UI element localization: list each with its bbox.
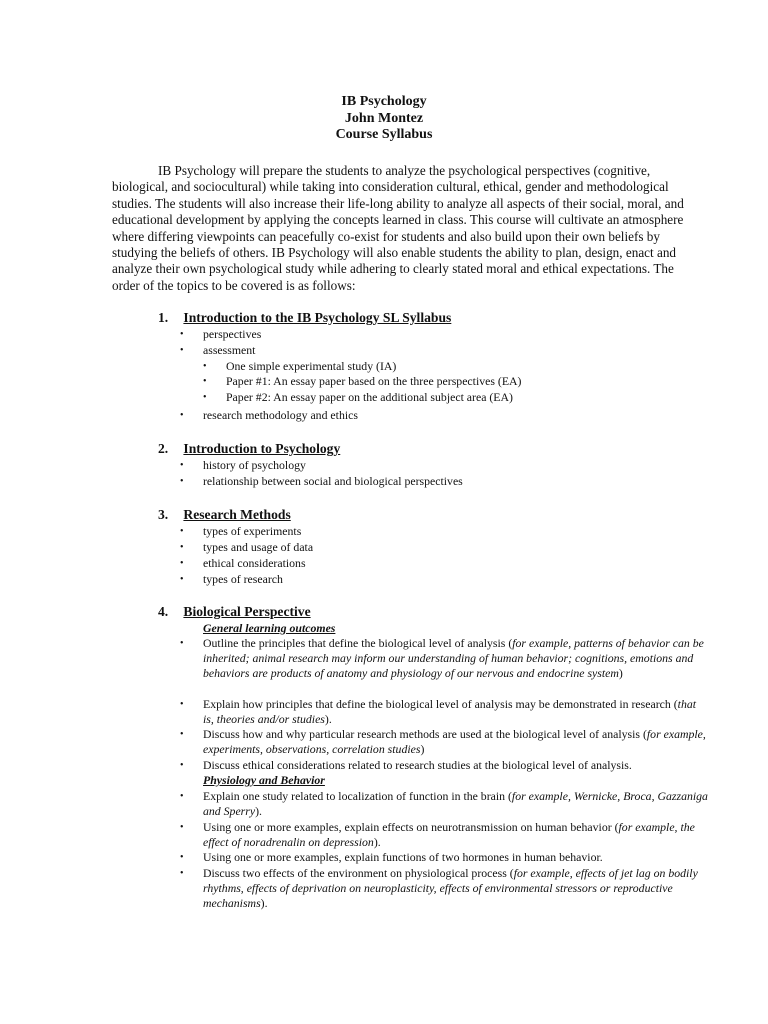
bullet-icon: • [180, 542, 184, 553]
intro-paragraph: IB Psychology will prepare the students to analyze the psychological perspectives (cognitive, biological, and sociocultural) while taking into consideration cultural, ethical, gender and methodological studies. The students will also increase their life-long ability to analyze all aspects of their social, moral, and educational development by applying the concepts learned in class. This course will cultivate an atmosphere where differing viewpoints can peacefully co-exist for students and also build upon their own beliefs by studying the beliefs of others. IB Psychology will also enable students the ability to plan, design, enact and analyze their own psychological study while adhering to clearly stated moral and ethical expectations. The order of the topics to be covered is as follows: [112, 163, 684, 293]
bullet-icon: • [180, 410, 184, 421]
teacher-name: John Montez [344, 110, 424, 126]
bullet-icon: • [180, 574, 184, 585]
section-number: 2. [158, 441, 169, 456]
syllabus-page: IB Psychology John Montez Course Syllabus IB Psychology will prepare the students to analyze the psychological perspectives (cognitive, biological, and sociocultural) while taking into consideration cultural, ethical, gender and methodological studies. The students will also increase their life-long ability to analyze all aspects of their social, moral, and educational development by applying the concepts learned in class. This course will cultivate an atmosphere where differing viewpoints can peacefully co-exist for students and also build upon their own beliefs by studying the beliefs of others. IB Psychology will also enable students the ability to plan, design, enact and analyze their own psychological study while adhering to clearly stated moral and ethical expectations. The order of the topics to be covered is as follows: 1. Introduction to the IB Psychology SL Syllabus • perspectives • assessment • One simple experimental study (IA) • Paper #1: An essay paper based on the three perspectives (EA) • Paper #2: An essay paper on the additional subject area (EA) • research methodology and ethics 2. Introduction to Psychology • history of psychology • relationship between social and biological perspectives 3. Research Methods • types of experiments • types and usage of data • ethical considerations • types of research 4. Biological Perspective General learning outcomes • Outline the principles that define the biological level of analysis (for example, patterns of behavior can be inherited; animal research may inform our understanding of human behavior; cognitions, emotions and behaviors are products of anatomy and physiology of our nervous and endocrine system) • Explain how principles that define the biological level of analysis may be demonstrated in research (that is, theories and/or studies). • Discuss how and why particular research methods are used at the biological level of analysis (for example, experiments, observations, correlation studies) • Discuss ethical considerations related to research studies at the biological level of analysis. Physiology and Behavior • Explain one study related to localization of function in the brain (for example, Wernicke, Broca, Gazzaniga and Sperry). • Using one or more examples, explain effects on neurotransmission on human behavior (for example, the effect of noradrenalin on depression). • Using one or more examples, explain functions of two hormones in human behavior. • Discuss two effects of the environment on physiological process (for example, effects of jet lag on bodily rhythms, effects of deprivation on neuroplasticity, effects of environmental stressors or reproductive mechanisms). [0, 0, 768, 1024]
section-number: 3. [158, 507, 169, 522]
bullet-icon: • [180, 729, 184, 740]
bullet-icon: • [180, 345, 184, 356]
bullet-icon: • [180, 558, 184, 569]
section-title: Introduction to the IB Psychology SL Syllabus [183, 310, 452, 325]
course-title: IB Psychology [341, 94, 427, 109]
bullet-icon: • [203, 376, 207, 387]
bullet-icon: • [180, 760, 184, 771]
section-4-heading [158, 604, 311, 620]
bullet-icon: • [180, 822, 184, 833]
bullet-icon: • [180, 868, 184, 879]
subheading-physiology-behavior: Physiology and Behavior [203, 773, 325, 787]
bullet-icon: • [180, 852, 184, 863]
section-number: 1. [158, 310, 169, 325]
section-number: 4. [158, 604, 169, 619]
section-title: Biological Perspective [183, 604, 311, 619]
bullet-icon: • [180, 526, 184, 537]
bullet-icon: • [180, 699, 184, 710]
bullet-icon: • [180, 460, 184, 471]
bullet-icon: • [180, 638, 184, 649]
document-header [0, 94, 768, 144]
bullet-icon: • [203, 361, 207, 372]
section-3-heading [158, 507, 291, 523]
section-2-heading [158, 441, 340, 457]
bullet-icon: • [203, 392, 207, 403]
bullet-icon: • [180, 791, 184, 802]
bullet-icon: • [180, 329, 184, 340]
section-title: Introduction to Psychology [183, 441, 341, 456]
section-1-heading [158, 310, 451, 326]
bullet-icon: • [180, 476, 184, 487]
document-type: Course Syllabus [335, 127, 433, 142]
subheading-general-outcomes: General learning outcomes [203, 621, 336, 635]
section-title: Research Methods [183, 507, 291, 522]
